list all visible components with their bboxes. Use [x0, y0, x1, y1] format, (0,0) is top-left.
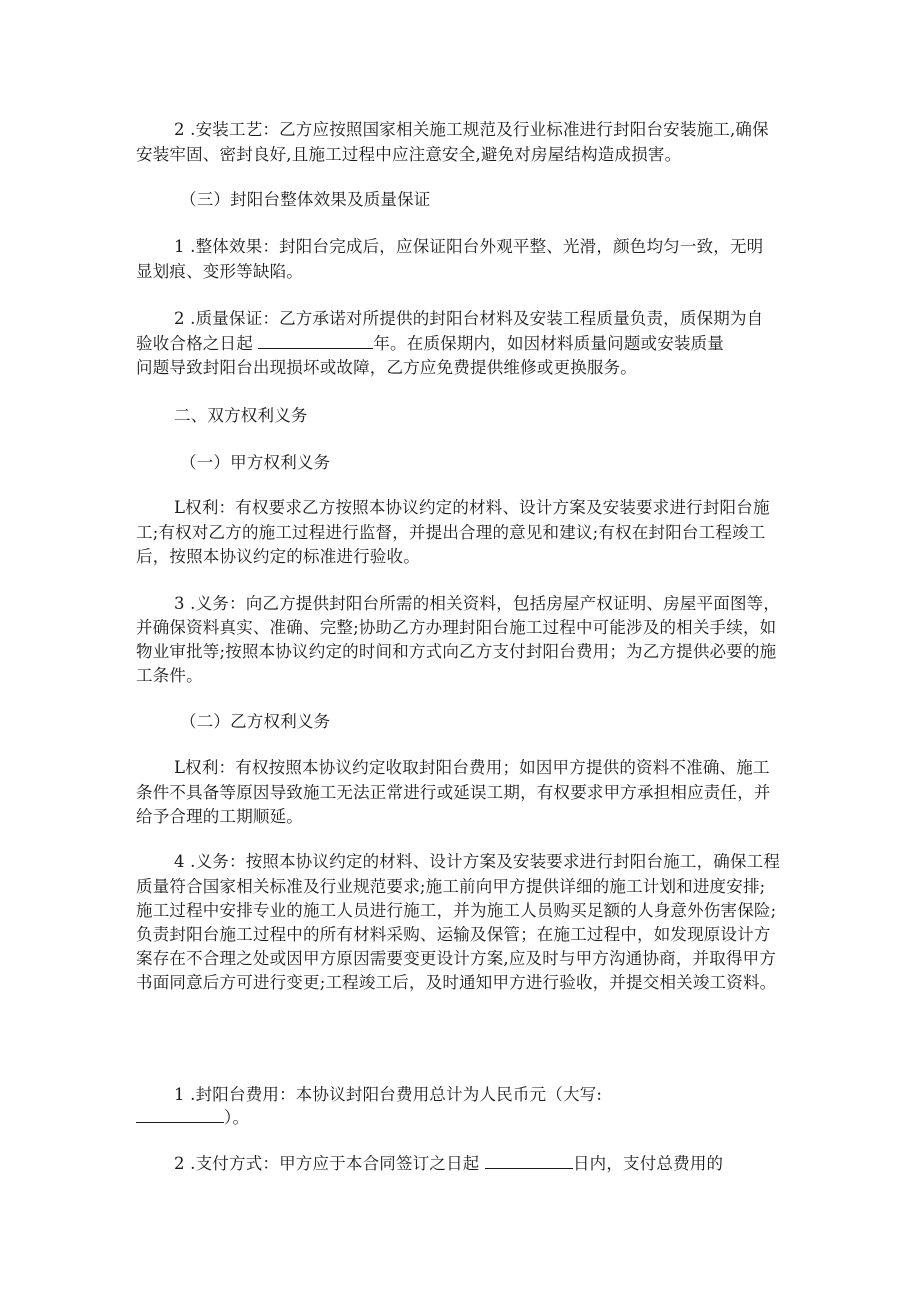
fee-amount-uppercase-blank[interactable] — [136, 1106, 224, 1123]
clause-quality-guarantee-line-3: 问题导致封阳台出现损坏或故障，乙方应免费提供维修或更换服务。 — [136, 358, 637, 377]
payment-text-before-blank: 2 .支付方式：甲方应于本合同签订之日起 — [174, 1154, 485, 1173]
payment-text-after-blank: 日内，支付总费用的 — [572, 1154, 724, 1173]
party-b-rights-line-1: L权利：有权按照本协议约定收取封阳台费用；如因甲方提供的资料不准确、施工 — [174, 758, 770, 777]
party-b-rights-line-3: 给予合理的工期顺延。 — [136, 807, 303, 826]
clause-overall-effect-line-2: 显划痕、变形等缺陷。 — [136, 262, 303, 281]
quality-guarantee-text-before-blank: 验收合格之日起 — [136, 334, 259, 353]
party-a-obligations-line-1: 3 .义务：向乙方提供封阳台所需的相关资料，包括房屋产权证明、房屋平面图等， — [174, 594, 781, 613]
quality-guarantee-text-after-blank: 年。在质保期内，如因材料质量问题或安装质量 — [373, 334, 725, 353]
party-b-obligations-line-5: 案存在不合理之处或因甲方原因需要变更设计方案,应及时与甲方沟通协商，并取得甲方 — [136, 949, 777, 968]
party-b-obligations-line-2: 质量符合国家相关标准及行业规范要求;施工前向甲方提供详细的施工计划和进度安排; — [136, 877, 766, 896]
party-b-obligations-line-1: 4 .义务：按照本协议约定的材料、设计方案及安装要求进行封阳台施工，确保工程 — [174, 852, 781, 871]
clause-balcony-fee-line-2 — [136, 1106, 249, 1130]
clause-payment-method-line-1 — [174, 1152, 723, 1176]
warranty-years-blank[interactable] — [258, 332, 373, 349]
party-b-obligations-line-4: 负责封阳台施工过程中的所有材料采购、运输及保管；在施工过程中，如发现原设计方 — [136, 925, 771, 944]
party-b-obligations-line-6: 书面同意后方可进行变更;工程竣工后，及时通知甲方进行验收，并提交相关竣工资料。 — [136, 973, 777, 992]
payment-days-blank[interactable] — [485, 1152, 573, 1169]
party-b-rights-line-2: 条件不具备等原因导致施工无法正常进行或延误工期，有权要求甲方承担相应责任，并 — [136, 783, 771, 802]
section-heading-rights-obligations: 二、双方权利义务 — [174, 406, 308, 425]
party-a-obligations-line-3: 物业审批等;按照本协议约定的时间和方式向乙方支付封阳台费用；为乙方提供必要的施 — [136, 642, 777, 661]
party-a-rights-line-1: L权利：有权要求乙方按照本协议约定的材料、设计方案及安装要求进行封阳台施 — [174, 498, 770, 517]
clause-install-process-line-1: 2 .安装工艺：乙方应按照国家相关施工规范及行业标准进行封阳台安装施工,确保 — [174, 120, 769, 139]
party-b-obligations-line-3: 施工过程中安排专业的施工人员进行施工，并为施工人员购买足额的人身意外伤害保险; — [136, 901, 777, 920]
clause-overall-effect-line-1: 1 .整体效果：封阳台完成后，应保证阳台外观平整、光滑，颜色均匀一致，无明 — [174, 237, 764, 256]
clause-install-process-line-2: 安装牢固、密封良好,且施工过程中应注意安全,避免对房屋结构造成损害。 — [136, 145, 682, 164]
clause-quality-guarantee-line-2 — [136, 332, 724, 356]
clause-balcony-fee-line-1: 1 .封阳台费用：本协议封阳台费用总计为人民币元（大写: — [174, 1085, 603, 1104]
party-a-rights-line-2: 工;有权对乙方的施工过程进行监督，并提出合理的意见和建议;有权在封阳台工程竣工 — [136, 523, 766, 542]
party-a-rights-line-3: 后，按照本协议约定的标准进行验收。 — [136, 547, 420, 566]
subsection-heading-party-a: （一）甲方权利义务 — [180, 453, 331, 472]
party-a-obligations-line-4: 工条件。 — [136, 666, 203, 685]
party-a-obligations-line-2: 并确保资料真实、准确、完整;协助乙方办理封阳台施工过程中可能涉及的相关手续，如 — [136, 618, 777, 637]
subsection-heading-party-b: （二）乙方权利义务 — [180, 712, 331, 731]
fee-text-after-blank: ）。 — [224, 1108, 250, 1127]
section-heading-balcony-quality: （三）封阳台整体效果及质量保证 — [180, 190, 431, 209]
clause-quality-guarantee-line-1: 2 .质量保证：乙方承诺对所提供的封阳台材料及安装工程质量负责，质保期为自 — [174, 309, 764, 328]
